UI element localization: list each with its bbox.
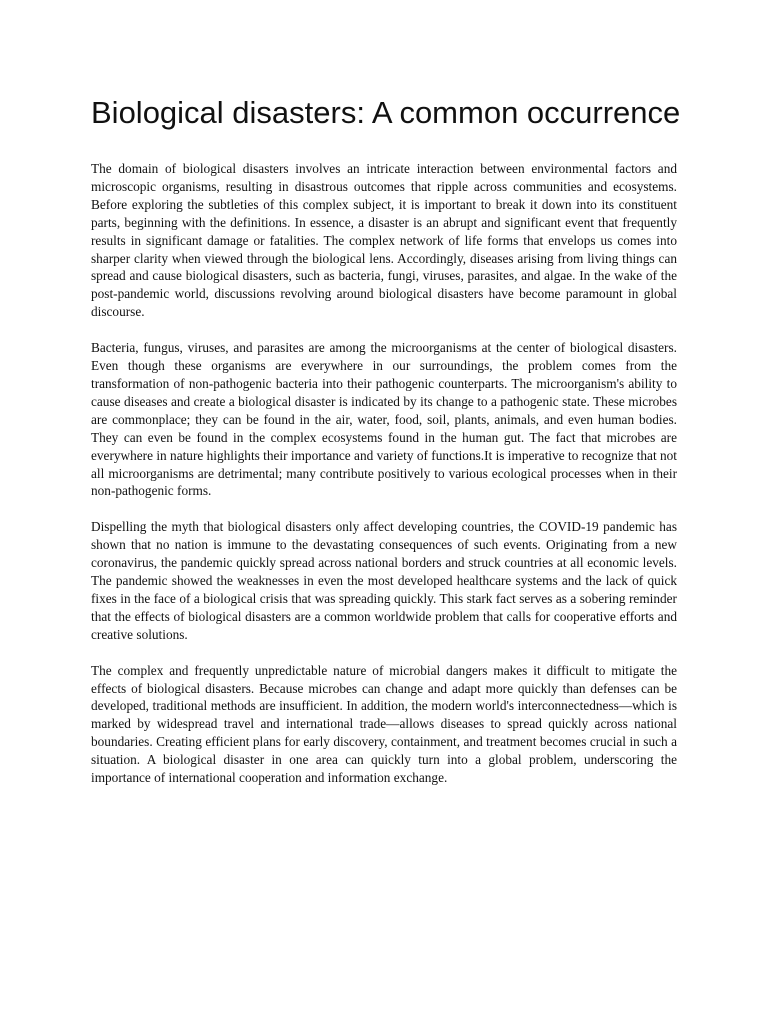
page-title: Biological disasters: A common occurrence (91, 95, 681, 130)
document-body (91, 160, 677, 805)
paragraph-3: Dispelling the myth that biological disasters only affect developing countries, the COVID-19 pandemic has shown that no nation is immune to the devastating consequences of such events. Originating from a new coronavirus, the pandemic quickly spread across national borders and struck countries at all economic levels. The pandemic showed the weaknesses in even the most developed healthcare systems and the lack of quick fixes in the face of a biological crisis that was spreading quickly. This stark fact serves as a sobering reminder that the effects of biological disasters are a common worldwide problem that calls for cooperative efforts and creative solutions. (91, 519, 677, 642)
paragraph-4: The complex and frequently unpredictable nature of microbial dangers makes it difficult to mitigate the effects of biological disasters. Because microbes can change and adapt more quickly than defenses can be developed, traditional methods are insufficient. In addition, the modern world's interconnectedness—which is marked by widespread travel and international trade—allows diseases to spread quickly across national boundaries. Creating efficient plans for early discovery, containment, and treatment becomes crucial in such a situation. A biological disaster in one area can quickly turn into a global problem, underscoring the importance of international cooperation and information exchange. (91, 662, 677, 786)
paragraph-2: Bacteria, fungus, viruses, and parasites are among the microorganisms at the center of biological disasters. Even though these organisms are everywhere in our surroundings, the problem comes from the transformation of non-pathogenic bacteria into their pathogenic counterparts. The microorganism's ability to cause diseases and create a biological disaster is indicated by its change to a pathogenic state. These microbes are commonplace; they can be found in the air, water, food, soil, plants, animals, and even human bodies. They can even be found in the complex ecosystems found in the human gut. The fact that microbes are everywhere in nature highlights their importance and variety of functions.It is imperative to recognize that not all microorganisms are detrimental; many contribute positively to various ecological processes when in their non-pathogenic forms. (91, 340, 677, 499)
paragraph-1: The domain of biological disasters involves an intricate interaction between environmental factors and microscopic organisms, resulting in disastrous outcomes that ripple across communities and ecosystems. Before exploring the subtleties of this complex subject, it is important to break it down into its constituent parts, beginning with the definitions. In essence, a disaster is an abrupt and significant event that frequently results in significant damage or fatalities. The complex network of life forms that envelops us comes into sharper clarity when viewed through the biological lens. Accordingly, diseases arising from living things can spread and cause biological disasters, such as bacteria, fungi, viruses, parasites, and algae. In the wake of the post-pandemic world, discussions revolving around biological disasters have become paramount in global discourse. (91, 161, 677, 320)
